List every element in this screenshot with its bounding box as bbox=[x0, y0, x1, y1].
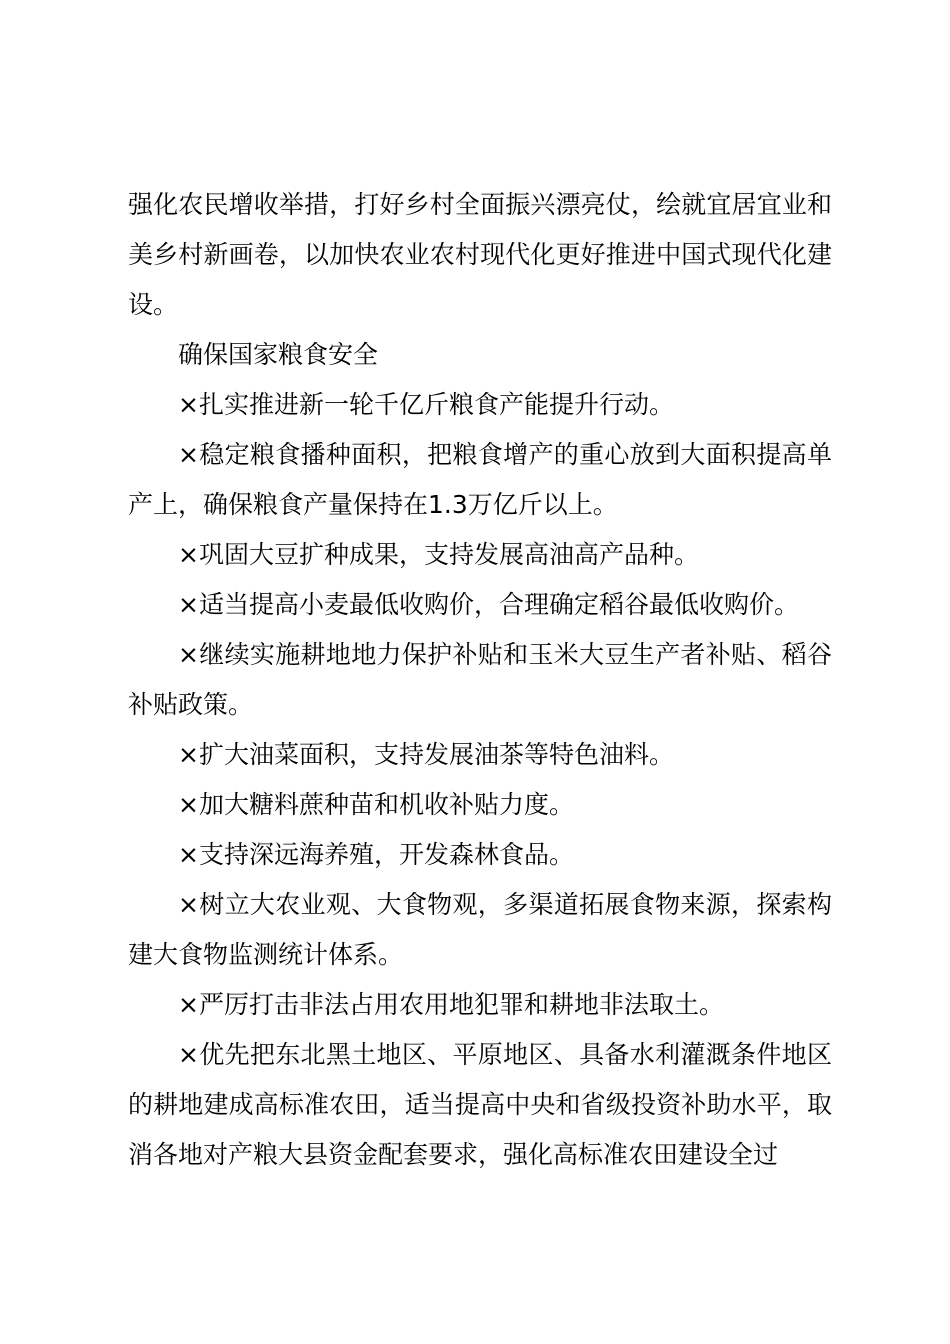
list-item: ×扎实推进新一轮千亿斤粮食产能提升行动。 bbox=[178, 390, 674, 419]
list-item: ×加大糖料蔗种苗和机收补贴力度。 bbox=[178, 790, 574, 819]
document-body bbox=[128, 180, 832, 1180]
list-item: ×巩固大豆扩种成果，支持发展高油高产品种。 bbox=[178, 540, 699, 569]
list-item: ×稳定粮食播种面积，把粮食增产的重心放到大面积提高单产上，确保粮食产量保持在1.3万亿斤以上。 bbox=[128, 440, 832, 519]
list-item: ×树立大农业观、大食物观，多渠道拓展食物来源，探索构建大食物监测统计体系。 bbox=[128, 890, 832, 969]
paragraph-intro: 强化农民增收举措，打好乡村全面振兴漂亮仗，绘就宜居宜业和美乡村新画卷，以加快农业农村现代化更好推进中国式现代化建设。 bbox=[128, 190, 832, 319]
section-heading-food-security: 确保国家粮食安全 bbox=[178, 340, 379, 369]
list-item: ×继续实施耕地地力保护补贴和玉米大豆生产者补贴、稻谷补贴政策。 bbox=[128, 640, 832, 719]
list-item: ×支持深远海养殖，开发森林食品。 bbox=[178, 840, 574, 869]
list-item: ×扩大油菜面积，支持发展油茶等特色油料。 bbox=[178, 740, 674, 769]
list-item: ×严厉打击非法占用农用地犯罪和耕地非法取土。 bbox=[178, 990, 724, 1019]
list-item: ×优先把东北黑土地区、平原地区、具备水利灌溉条件地区的耕地建成高标准农田，适当提高中央和省级投资补助水平，取消各地对产粮大县资金配套要求，强化高标准农田建设全过 bbox=[128, 1040, 832, 1169]
list-item: ×适当提高小麦最低收购价，合理确定稻谷最低收购价。 bbox=[178, 590, 799, 619]
